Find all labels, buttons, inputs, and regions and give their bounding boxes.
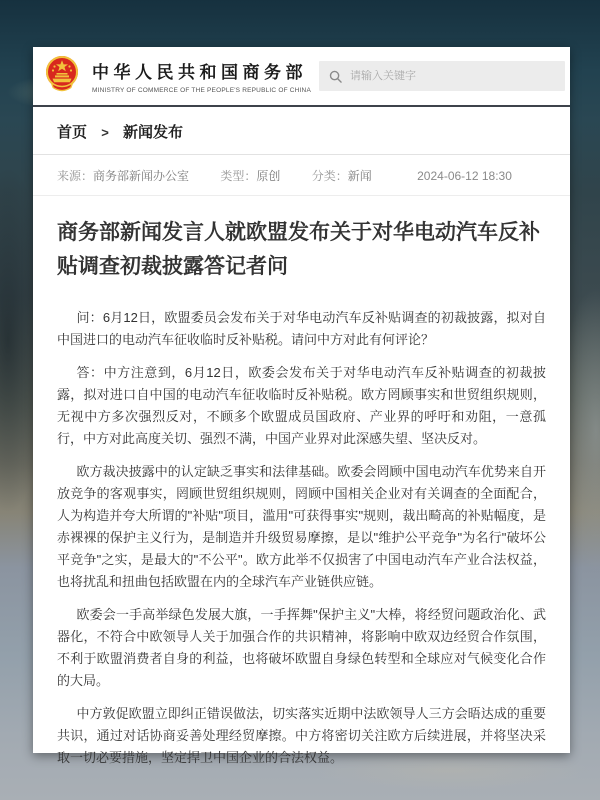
breadcrumb: [33, 107, 570, 155]
site-header: [33, 47, 570, 107]
article-title: 商务部新闻发言人就欧盟发布关于对华电动汽车反补贴调查初裁披露答记者问: [57, 221, 540, 278]
site-name-en: MINISTRY OF COMMERCE OF THE PEOPLE'S REPUBLIC OF CHINA: [92, 87, 311, 94]
meta-datetime: 2024-06-12 18:30: [417, 169, 512, 183]
article-paragraph: 欧方裁决披露中的认定缺乏事实和法律基础。欧委会罔顾中国电动汽车优势来自开放竞争的客观事实，罔顾世贸组织规则，罔顾中国相关企业对有关调查的全面配合，人为构造并夸大所谓的"补贴"项目，滥用"可获得事实"规则，裁出畸高的补贴幅度，是赤裸裸的保护主义行为，是制造并升级贸易摩擦，是以"维护公平竞争"为名行"破坏公平竞争"之实，是最大的"不公平"。欧方此举不仅损害了中国电动汽车产业合法权益，也将扰乱和扭曲包括欧盟在内的全球汽车产业链供应链。: [57, 464, 546, 589]
meta-source-label: 来源：: [57, 169, 94, 183]
meta-source: [57, 169, 189, 183]
article-paragraph: 中方敦促欧盟立即纠正错误做法，切实落实近期中法欧领导人三方会晤达成的重要共识，通过对话协商妥善处理经贸摩擦。中方将密切关注欧方后续进展，并将坚决采取一切必要措施，坚定捍卫中国企业的合法权益。: [57, 706, 546, 765]
meta-type: [220, 169, 280, 183]
article-paragraph: 欧委会一手高举绿色发展大旗，一手挥舞"保护主义"大棒，将经贸问题政治化、武器化，不符合中欧领导人关于加强合作的共识精神，将影响中欧双边经贸合作氛围，不利于欧盟消费者自身的利益，也将破坏欧盟自身绿色转型和全球应对气候变化合作的大局。: [57, 607, 546, 688]
search-input[interactable]: [350, 70, 555, 82]
meta-category: [312, 169, 372, 183]
meta-category-label: 分类：: [311, 169, 348, 183]
site-identity: [92, 58, 311, 94]
breadcrumb-home-link[interactable]: 首页: [57, 124, 88, 141]
article-meta: [33, 155, 570, 196]
meta-source-value: 商务部新闻办公室: [93, 169, 190, 183]
breadcrumb-current-link[interactable]: 新闻发布: [122, 124, 183, 141]
meta-category-value: 新闻: [347, 169, 372, 183]
article-paragraph: 答：中方注意到，6月12日，欧委会发布关于对华电动汽车反补贴调查的初裁披露，拟对进口自中国的电动汽车征收临时反补贴税。欧方罔顾事实和世贸组织规则，无视中方多次强烈反对，不顾多个欧盟成员国政府、产业界的呼吁和劝阻，一意孤行，中方对此高度关切、强烈不满，中国产业界对此深感失望、坚决反对。: [57, 365, 546, 446]
national-emblem-icon: [45, 54, 79, 98]
breadcrumb-separator: >: [101, 125, 109, 140]
article-paragraph: 问：6月12日，欧盟委员会发布关于对华电动汽车反补贴调查的初裁披露，拟对自中国进口的电动汽车征收临时反补贴税。请问中方对此有何评论？: [57, 310, 546, 347]
content-card: [33, 47, 570, 765]
search-box[interactable]: [319, 61, 565, 91]
site-name-zh: 中华人民共和国商务部: [92, 63, 307, 82]
meta-type-value: 原创: [256, 169, 281, 183]
search-icon[interactable]: [329, 70, 342, 83]
meta-type-label: 类型：: [220, 169, 257, 183]
article-body: [33, 290, 570, 794]
